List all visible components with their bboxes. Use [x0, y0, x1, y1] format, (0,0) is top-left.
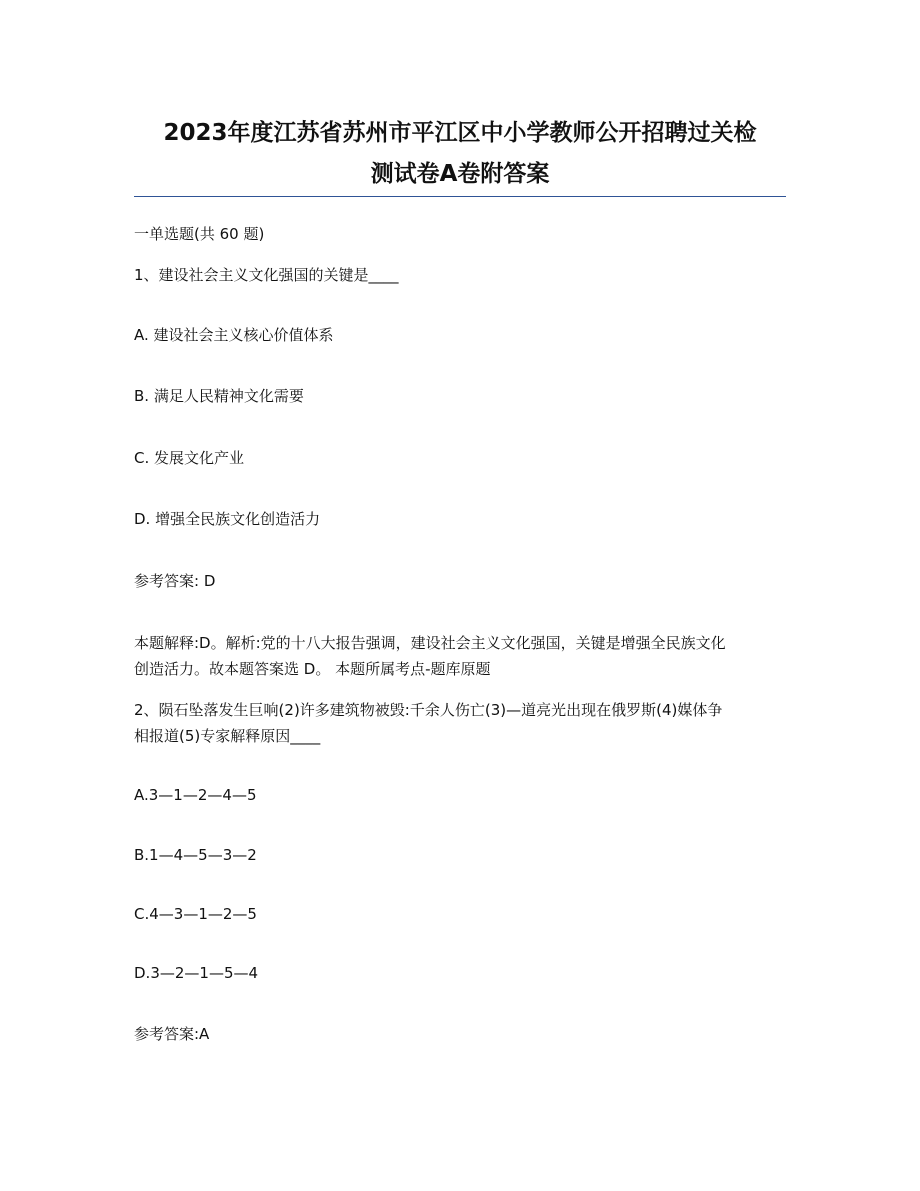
question-2-stem	[134, 697, 794, 749]
question-1-option-c: C. 发展文化产业	[134, 449, 245, 467]
question-1-explanation	[134, 630, 794, 682]
question-1-explanation-line-1: 本题解释:D。解析:党的十八大报告强调，建设社会主义文化强国，关键是增强全民族文化	[134, 634, 726, 652]
section-heading: 一单选题(共 60 题)	[134, 225, 265, 243]
title-divider	[134, 196, 786, 197]
question-1-option-d: D. 增强全民族文化创造活力	[134, 510, 321, 528]
question-1-option-a: A. 建设社会主义核心价值体系	[134, 326, 334, 344]
question-1-explanation-line-2: 创造活力。故本题答案选 D。 本题所属考点-题库原题	[134, 660, 491, 678]
question-2-stem-line-1: 2、陨石坠落发生巨响(2)许多建筑物被毁:千余人伤亡(3)—道亮光出现在俄罗斯(4)媒体争	[134, 701, 723, 719]
question-1-stem: 1、建设社会主义文化强国的关键是____	[134, 266, 399, 284]
question-2-option-a: A.3—1—2—4—5	[134, 786, 257, 804]
question-1-option-b: B. 满足人民精神文化需要	[134, 387, 304, 405]
question-2-option-b: B.1—4—5—3—2	[134, 846, 257, 864]
question-1-answer: 参考答案: D	[134, 572, 216, 590]
question-2-option-c: C.4—3—1—2—5	[134, 905, 257, 923]
question-2-stem-line-2: 相报道(5)专家解释原因____	[134, 727, 321, 745]
document-title-line-2: 测试卷A卷附答案	[370, 161, 550, 187]
document-title-line-1: 2023年度江苏省苏州市平江区中小学教师公开招聘过关检	[163, 120, 757, 146]
question-2-answer: 参考答案:A	[134, 1025, 210, 1043]
question-2-option-d: D.3—2—1—5—4	[134, 964, 259, 982]
